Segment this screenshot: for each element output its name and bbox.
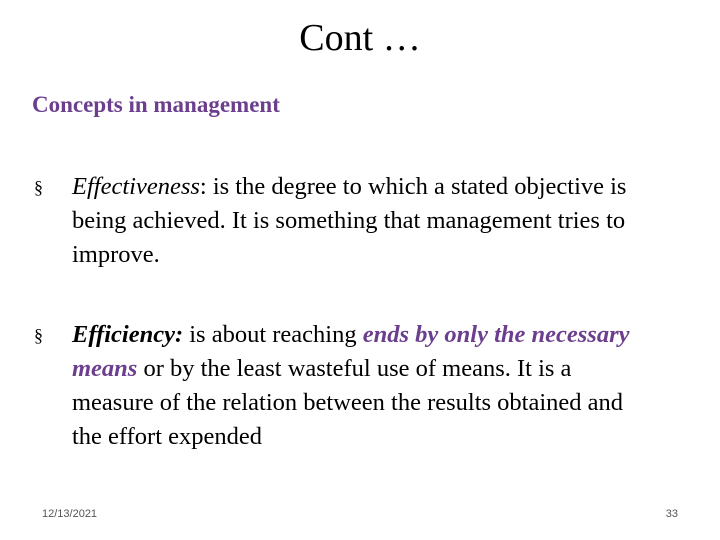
highlight-ends-means: ends by only the necessary means: [72, 321, 630, 382]
definition-effectiveness: is the degree to which a stated objective is being achieved. It is something that management tries to improve.: [72, 173, 627, 268]
footer-date: 12/13/2021: [42, 508, 98, 520]
definition-efficiency-part2: or by the least wasteful use of means. It is a measure of the relation between the results obtained and the effort expended: [72, 355, 624, 450]
footer-page-number: 33: [665, 508, 678, 520]
slide-subtitle: Concepts in management: [32, 92, 280, 117]
term-effectiveness: Effectiveness: [72, 173, 200, 200]
definition-efficiency-part1: is about reaching: [183, 321, 363, 348]
bullet-marker: §: [34, 325, 43, 345]
bullet-effectiveness: [72, 170, 652, 272]
bullet-efficiency: [72, 318, 652, 454]
slide-title: Cont …: [299, 17, 421, 59]
term-separator: :: [199, 173, 207, 200]
bullet-marker: §: [34, 177, 43, 197]
term-efficiency: Efficiency:: [72, 321, 184, 348]
